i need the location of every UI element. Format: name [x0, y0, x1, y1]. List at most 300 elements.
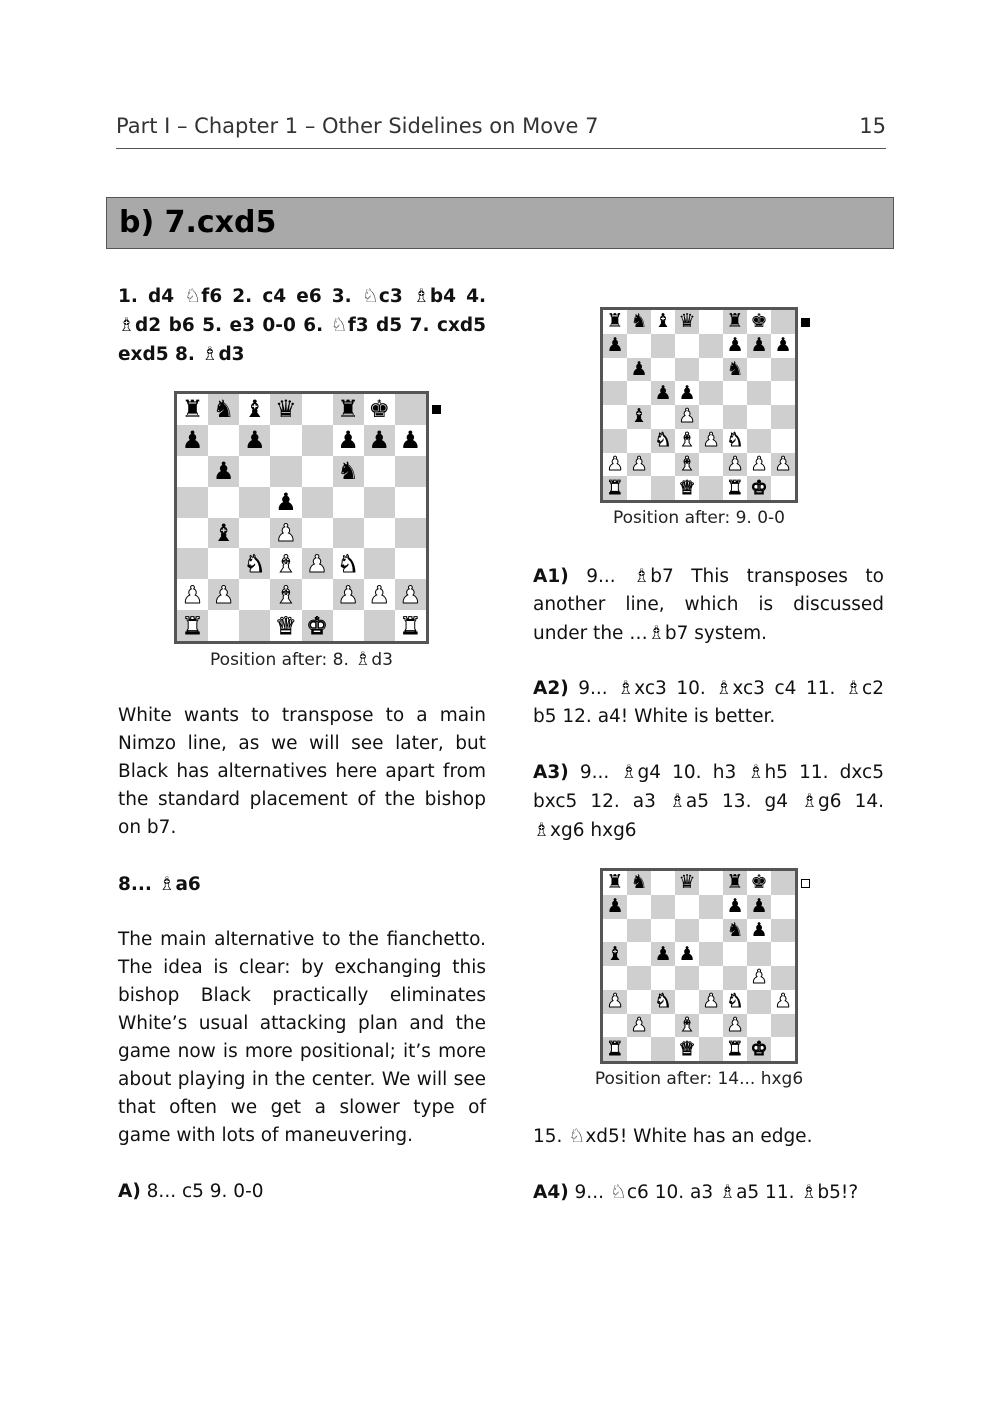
line-a: [118, 1178, 486, 1206]
board-square: [208, 548, 239, 579]
board-square: [627, 871, 651, 895]
bishop-icon: ♗: [715, 677, 733, 699]
board-square: [771, 966, 795, 990]
board-square: [747, 1014, 771, 1038]
white-pawn-icon: ♟: [726, 1013, 744, 1036]
board-square: [627, 1037, 651, 1061]
white-pawn-icon: ♟: [750, 452, 768, 475]
white-rook-icon: ♜: [726, 476, 744, 499]
board-square: [177, 518, 208, 549]
board-square: [651, 990, 675, 1014]
board-square: [627, 405, 651, 429]
board-square: [302, 425, 333, 456]
board-square: [333, 425, 364, 456]
white-bishop-icon: ♝: [275, 549, 297, 578]
board-square: [302, 610, 333, 641]
board-square: [699, 358, 723, 382]
board-square: [603, 919, 627, 943]
chapter-title: Part I – Chapter 1 – Other Sidelines on Move 7: [116, 114, 599, 138]
board-square: [395, 518, 426, 549]
board-square: [675, 895, 699, 919]
white-rook-icon: ♜: [399, 611, 422, 640]
white-knight-icon: ♞: [726, 429, 744, 452]
move-text: g6 14.: [818, 791, 884, 812]
caption-square: d3: [371, 650, 393, 670]
board-square: [333, 456, 364, 487]
board-square: [747, 942, 771, 966]
knight-icon: ♘: [184, 285, 202, 307]
black-rook-icon: ♜: [181, 395, 204, 424]
black-pawn-icon: ♟: [750, 334, 768, 357]
board-square: [771, 476, 795, 500]
board-square: [603, 1014, 627, 1038]
board-square: [208, 579, 239, 610]
line-label: A3): [533, 762, 569, 783]
white-pawn-icon: ♟: [678, 405, 696, 428]
board-square: [603, 1037, 627, 1061]
white-pawn-icon: ♟: [702, 429, 720, 452]
white-bishop-icon: ♝: [678, 1013, 696, 1036]
board-square: [395, 394, 426, 425]
black-rook-icon: ♜: [606, 310, 624, 333]
move-text: xd5! White has an edge.: [585, 1126, 813, 1147]
board-square: [771, 871, 795, 895]
board-square: [747, 358, 771, 382]
board-square: [699, 1014, 723, 1038]
black-pawn-icon: ♟: [750, 895, 768, 918]
line-label: A1): [533, 566, 569, 587]
board-square: [208, 518, 239, 549]
black-queen-icon: ♛: [275, 395, 297, 424]
board-square: [675, 453, 699, 477]
black-pawn-icon: ♟: [368, 426, 391, 455]
board-square: [771, 310, 795, 334]
black-to-move-marker: [801, 318, 810, 327]
knight-icon: ♘: [568, 1125, 586, 1147]
board-square: [699, 310, 723, 334]
board-square: [747, 453, 771, 477]
white-king-icon: ♚: [750, 476, 768, 499]
black-bishop-icon: ♝: [212, 518, 235, 547]
board-square: [651, 919, 675, 943]
board-square: [747, 966, 771, 990]
white-pawn-icon: ♟: [606, 990, 624, 1013]
board-square: [771, 990, 795, 1014]
board-square: [651, 1014, 675, 1038]
board-square: [723, 942, 747, 966]
board-square: [302, 394, 333, 425]
board-square: [771, 1014, 795, 1038]
opening-moves: [118, 282, 486, 369]
board-square: [239, 548, 270, 579]
board-square: [302, 548, 333, 579]
board-square: [747, 381, 771, 405]
bishop-icon: ♗: [617, 677, 635, 699]
board-square: [651, 895, 675, 919]
bishop-icon: ♗: [647, 622, 665, 644]
white-pawn-icon: ♟: [337, 580, 359, 609]
board-square: [747, 990, 771, 1014]
board-square: [699, 942, 723, 966]
board-square: [395, 548, 426, 579]
board-square: [177, 456, 208, 487]
board-square: [771, 405, 795, 429]
board-square: [627, 895, 651, 919]
move-text: xg6 hxg6: [550, 820, 637, 841]
board-square: [333, 579, 364, 610]
board-square: [177, 425, 208, 456]
line-label: A2): [533, 678, 569, 699]
move-text: c6 10. a3: [626, 1182, 720, 1203]
white-king-icon: ♚: [750, 1037, 768, 1060]
line-moves: 8... c5 9. 0-0: [140, 1181, 264, 1202]
board-square: [627, 919, 651, 943]
board-square: [177, 579, 208, 610]
white-knight-icon: ♞: [654, 990, 672, 1013]
board-square: [333, 487, 364, 518]
board-square: [699, 871, 723, 895]
board-square: [270, 548, 301, 579]
board-square: [747, 871, 771, 895]
board-square: [699, 1037, 723, 1061]
black-bishop-icon: ♝: [244, 395, 266, 424]
board-square: [651, 429, 675, 453]
black-pawn-icon: ♟: [654, 942, 672, 965]
board-square: [239, 425, 270, 456]
white-knight-icon: ♞: [244, 549, 266, 578]
board-square: [771, 895, 795, 919]
board-square: [675, 405, 699, 429]
board-square: [603, 895, 627, 919]
diagram-2-caption: Position after: 9. 0-0: [612, 508, 786, 528]
board-square: [747, 919, 771, 943]
white-pawn-icon: ♟: [630, 452, 648, 475]
white-pawn-icon: ♟: [774, 990, 792, 1013]
board-square: [675, 966, 699, 990]
board-square: [699, 476, 723, 500]
black-bishop-icon: ♝: [654, 310, 672, 333]
board-square: [270, 487, 301, 518]
board-square: [723, 405, 747, 429]
board-square: [699, 381, 723, 405]
white-pawn-icon: ♟: [726, 452, 744, 475]
board-square: [771, 1037, 795, 1061]
board-square: [651, 334, 675, 358]
black-pawn-icon: ♟: [750, 918, 768, 941]
board-square: [747, 405, 771, 429]
board-square: [699, 895, 723, 919]
board-square: [651, 381, 675, 405]
board-square: [675, 334, 699, 358]
white-knight-icon: ♞: [337, 549, 359, 578]
board-square: [270, 456, 301, 487]
white-pawn-icon: ♟: [181, 580, 204, 609]
board-square: [723, 966, 747, 990]
move-text: f3 d5 7. cxd5 exd5 8.: [118, 315, 486, 365]
line-a3: [533, 758, 884, 845]
black-bishop-icon: ♝: [606, 942, 624, 965]
board-square: [747, 429, 771, 453]
board-square: [239, 518, 270, 549]
board-square: [208, 456, 239, 487]
board-square: [270, 579, 301, 610]
white-rook-icon: ♜: [606, 1037, 624, 1060]
board-square: [627, 1014, 651, 1038]
board-square: [723, 453, 747, 477]
board-square: [302, 518, 333, 549]
board-square: [395, 456, 426, 487]
white-pawn-icon: ♟: [750, 966, 768, 989]
board-square: [723, 895, 747, 919]
white-to-move-marker: [801, 879, 810, 888]
board-square: [177, 394, 208, 425]
board-square: [675, 476, 699, 500]
move-text: b5!?: [817, 1182, 859, 1203]
board-square: [603, 334, 627, 358]
board-square: [675, 381, 699, 405]
black-pawn-icon: ♟: [181, 426, 204, 455]
board-square: [270, 610, 301, 641]
board-square: [723, 429, 747, 453]
paragraph-intro: White wants to transpose to a main Nimzo line, as we will see later, but Black has alternatives here apart from the standard placement of the bishop on b7.: [118, 705, 486, 838]
board-square: [603, 453, 627, 477]
white-pawn-icon: ♟: [212, 580, 235, 609]
white-pawn-icon: ♟: [399, 580, 422, 609]
board-square: [675, 871, 699, 895]
bishop-icon: ♗: [201, 343, 219, 365]
board-square: [177, 610, 208, 641]
board-square: [603, 476, 627, 500]
chess-diagram-3: [600, 868, 798, 1064]
black-pawn-icon: ♟: [726, 334, 744, 357]
move-text: b7 system.: [664, 623, 768, 644]
move-text: a5 13. g4: [685, 791, 801, 812]
board-square: [603, 429, 627, 453]
bishop-icon: ♗: [668, 790, 686, 812]
board-square: [747, 895, 771, 919]
board-square: [333, 610, 364, 641]
diagram-3-caption: Position after: 14... hxg6: [594, 1069, 804, 1089]
board-square: [364, 548, 395, 579]
board-square: [651, 476, 675, 500]
white-rook-icon: ♜: [726, 1037, 744, 1060]
board-square: [771, 429, 795, 453]
black-king-icon: ♚: [750, 310, 768, 333]
knight-icon: ♘: [361, 285, 379, 307]
white-pawn-icon: ♟: [774, 452, 792, 475]
line-a2: [533, 674, 884, 731]
move-text: d2 b6 5. e3 0-0 6.: [135, 315, 331, 336]
black-pawn-icon: ♟: [399, 426, 422, 455]
board-square: [177, 487, 208, 518]
board-square: [675, 429, 699, 453]
bishop-icon: ♗: [412, 285, 430, 307]
white-pawn-icon: ♟: [275, 518, 297, 547]
board-square: [270, 394, 301, 425]
board-square: [603, 358, 627, 382]
board-square: [723, 310, 747, 334]
black-rook-icon: ♜: [337, 395, 359, 424]
move-8-heading: [118, 870, 486, 899]
board-square: [395, 487, 426, 518]
bishop-icon: ♗: [354, 648, 372, 670]
section-heading-box: [106, 197, 894, 249]
black-knight-icon: ♞: [630, 310, 648, 333]
bishop-icon: ♗: [845, 677, 863, 699]
board-square: [699, 405, 723, 429]
board-square: [699, 453, 723, 477]
page-number: 15: [859, 114, 886, 138]
black-knight-icon: ♞: [337, 457, 359, 486]
board-square: [364, 425, 395, 456]
board-square: [395, 579, 426, 610]
board-square: [723, 990, 747, 1014]
board-square: [603, 942, 627, 966]
board-square: [771, 381, 795, 405]
black-knight-icon: ♞: [630, 871, 648, 894]
board-square: [747, 310, 771, 334]
black-pawn-icon: ♟: [275, 488, 297, 517]
board-square: [651, 966, 675, 990]
board-square: [239, 610, 270, 641]
move-text: 1. d4: [118, 286, 185, 307]
bishop-icon: ♗: [747, 761, 765, 783]
bishop-icon: ♗: [620, 761, 638, 783]
board-square: [675, 1037, 699, 1061]
board-square: [723, 334, 747, 358]
move-text: 9...: [568, 678, 618, 699]
white-king-icon: ♚: [306, 611, 328, 640]
black-bishop-icon: ♝: [630, 405, 648, 428]
bishop-icon: ♗: [533, 819, 551, 841]
board-square: [302, 487, 333, 518]
running-header: [116, 114, 886, 149]
bishop-icon: ♗: [719, 1181, 737, 1203]
black-pawn-icon: ♟: [630, 357, 648, 380]
board-square: [651, 405, 675, 429]
move-text: g4 10. h3: [637, 762, 748, 783]
board-square: [208, 487, 239, 518]
move-square: a6: [175, 874, 201, 895]
board-square: [603, 966, 627, 990]
board-square: [747, 334, 771, 358]
move-text: 9...: [568, 566, 634, 587]
board-square: [208, 610, 239, 641]
white-bishop-icon: ♝: [678, 452, 696, 475]
board-square: [364, 394, 395, 425]
board-square: [395, 425, 426, 456]
board-square: [239, 456, 270, 487]
move-text: 9...: [568, 1182, 610, 1203]
board-square: [208, 394, 239, 425]
white-rook-icon: ♜: [181, 611, 204, 640]
white-bishop-icon: ♝: [275, 580, 297, 609]
black-pawn-icon: ♟: [337, 426, 359, 455]
board-square: [364, 456, 395, 487]
board-square: [723, 476, 747, 500]
move-text: 9...: [568, 762, 621, 783]
board-square: [675, 919, 699, 943]
move-text: d3: [218, 344, 245, 365]
move-text: c3: [378, 286, 413, 307]
black-queen-icon: ♛: [678, 310, 696, 333]
board-square: [270, 518, 301, 549]
paragraph-alternative: The main alternative to the fianchetto. The idea is clear: by exchanging this bishop Black practically eliminates White’s usual attacking plan and the game now is more positional; it’s more about playing in the center. We will see that often we get a slower type of game with lots of maneuvering.: [118, 929, 486, 1146]
diagram-1-caption: [174, 648, 429, 670]
board-square: [395, 610, 426, 641]
board-square: [699, 966, 723, 990]
white-bishop-icon: ♝: [678, 429, 696, 452]
black-pawn-icon: ♟: [244, 426, 266, 455]
board-square: [651, 310, 675, 334]
white-pawn-icon: ♟: [606, 452, 624, 475]
section-title: b) 7.cxd5: [119, 205, 277, 240]
board-square: [627, 310, 651, 334]
black-pawn-icon: ♟: [606, 334, 624, 357]
board-square: [699, 429, 723, 453]
board-square: [771, 334, 795, 358]
line-a1: [533, 562, 884, 648]
board-square: [651, 453, 675, 477]
board-square: [627, 476, 651, 500]
board-square: [675, 942, 699, 966]
move-text: f6 2. c4 e6 3.: [201, 286, 362, 307]
white-knight-icon: ♞: [654, 429, 672, 452]
black-pawn-icon: ♟: [212, 457, 235, 486]
line-label: A4): [533, 1182, 569, 1203]
board-square: [627, 334, 651, 358]
board-square: [364, 610, 395, 641]
board-square: [699, 919, 723, 943]
board-square: [208, 425, 239, 456]
move-text: a5 11.: [736, 1182, 801, 1203]
board-square: [651, 358, 675, 382]
white-pawn-icon: ♟: [368, 580, 391, 609]
board-square: [364, 579, 395, 610]
board-square: [627, 942, 651, 966]
knight-icon: ♘: [330, 314, 348, 336]
white-knight-icon: ♞: [726, 990, 744, 1013]
board-square: [364, 518, 395, 549]
board-square: [747, 1037, 771, 1061]
board-square: [333, 394, 364, 425]
move-text: 15.: [533, 1126, 569, 1147]
board-square: [651, 871, 675, 895]
board-square: [651, 1037, 675, 1061]
black-pawn-icon: ♟: [678, 381, 696, 404]
chess-diagram-2: [600, 307, 798, 503]
black-pawn-icon: ♟: [606, 895, 624, 918]
bishop-icon: ♗: [801, 790, 819, 812]
board-square: [603, 310, 627, 334]
board-square: [177, 548, 208, 579]
board-square: [364, 487, 395, 518]
board-square: [723, 871, 747, 895]
white-pawn-icon: ♟: [702, 990, 720, 1013]
caption-text: Position after: 8.: [210, 650, 355, 670]
board-square: [627, 990, 651, 1014]
board-square: [627, 453, 651, 477]
board-square: [627, 429, 651, 453]
board-square: [747, 476, 771, 500]
black-rook-icon: ♜: [606, 871, 624, 894]
board-square: [699, 990, 723, 1014]
black-queen-icon: ♛: [678, 871, 696, 894]
board-square: [771, 453, 795, 477]
board-square: [302, 456, 333, 487]
move-text: b4 4.: [429, 286, 486, 307]
black-to-move-marker: [432, 405, 441, 414]
